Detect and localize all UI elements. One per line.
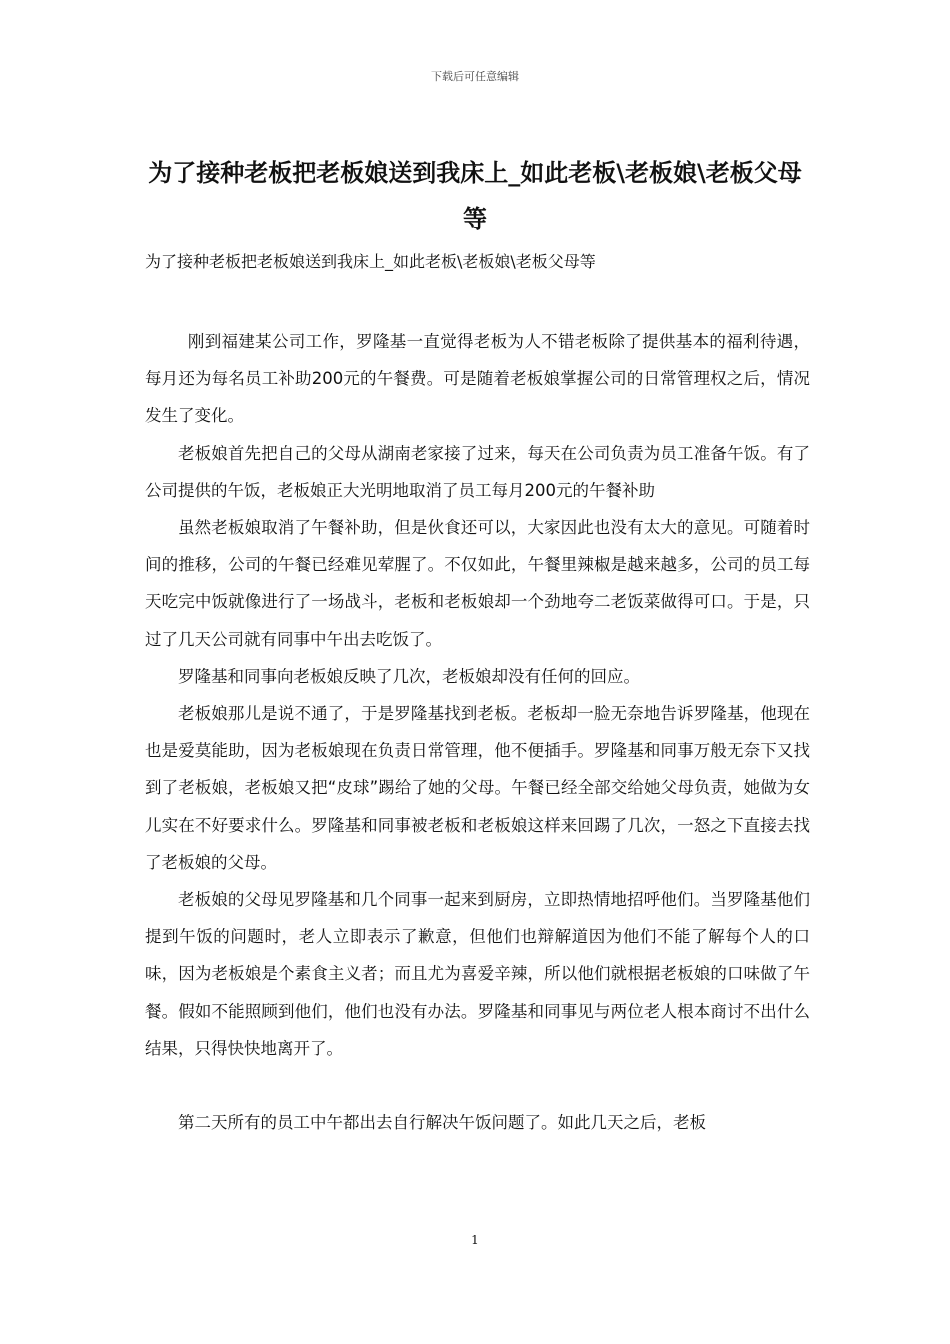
paragraph: 老板娘那儿是说不通了，于是罗隆基找到老板。老板却一脸无奈地告诉罗隆基，他现在也是爱莫能助，因为老板娘现在负责日常管理，他不便插手。罗隆基和同事万般无奈下又找到了老板娘，老板娘又把“皮球”踢给了她的父母。午餐已经全部交给她父母负责，她做为女儿实在不好要求什么。罗隆基和同事被老板和老板娘这样来回踢了几次，一怒之下直接去找了老板娘的父母。	[145, 704, 810, 872]
document-subtitle: 为了接种老板把老板娘送到我床上_如此老板\老板娘\老板父母等	[145, 252, 596, 271]
paragraph: 老板娘的父母见罗隆基和几个同事一起来到厨房，立即热情地招呼他们。当罗隆基他们提到午饭的问题时，老人立即表示了歉意，但他们也辩解道因为他们不能了解每个人的口味，因为老板娘是个素食主义者；而且尤为喜爱辛辣，所以他们就根据老板娘的口味做了午餐。假如不能照顾到他们，他们也没有办法。罗隆基和同事见与两位老人根本商讨不出什么结果，只得快快地离开了。	[145, 890, 810, 1058]
paragraph: 刚到福建某公司工作，罗隆基一直觉得老板为人不错老板除了提供基本的福利待遇，每月还为每名员工补助200元的午餐费。可是随着老板娘掌握公司的日常管理权之后，情况发生了变化。	[145, 332, 810, 426]
page-number: 1	[471, 1233, 479, 1247]
document-title: 为了接种老板把老板娘送到我床上_如此老板\老板娘\老板父母等	[148, 159, 802, 233]
article-body	[145, 323, 810, 1141]
paragraph: 虽然老板娘取消了午餐补助，但是伙食还可以，大家因此也没有太大的意见。可随着时间的推移，公司的午餐已经难见荤腥了。不仅如此，午餐里辣椒是越来越多，公司的员工每天吃完中饭就像进行了一场战斗，老板和老板娘却一个劲地夸二老饭菜做得可口。于是，只过了几天公司就有同事中午出去吃饭了。	[145, 518, 810, 649]
paragraph: 第二天所有的员工中午都出去自行解决午饭问题了。如此几天之后，老板	[178, 1113, 706, 1133]
header-note: 下载后可任意编辑	[431, 70, 519, 83]
paragraph: 老板娘首先把自己的父母从湖南老家接了过来，每天在公司负责为员工准备午饭。有了公司提供的午饭，老板娘正大光明地取消了员工每月200元的午餐补助	[145, 443, 810, 500]
paragraph: 罗隆基和同事向老板娘反映了几次，老板娘却没有任何的回应。	[178, 666, 640, 686]
